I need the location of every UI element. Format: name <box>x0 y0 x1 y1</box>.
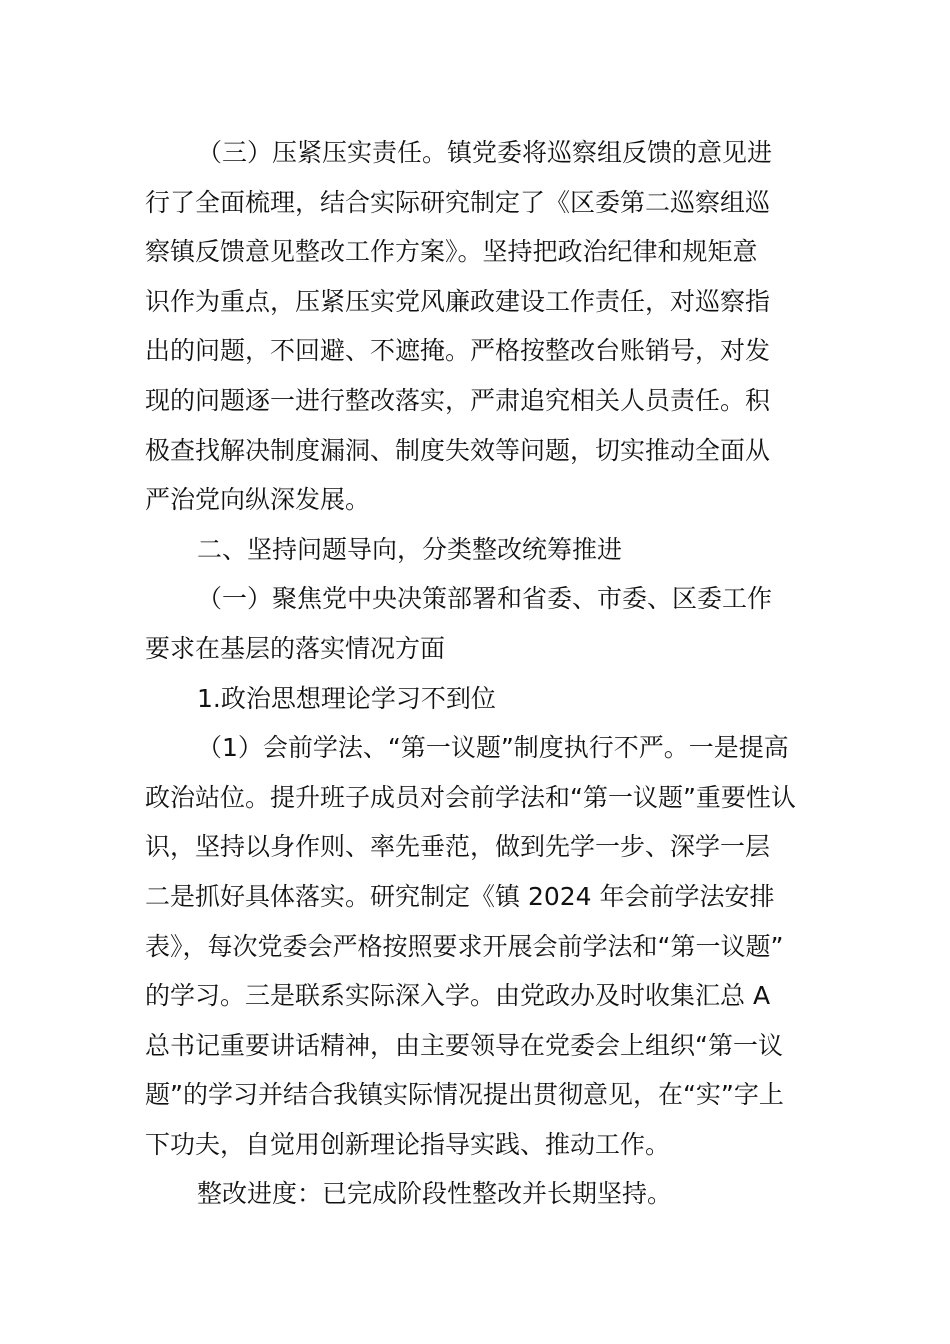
text-line: 政治站位。提升班子成员对会前学法和“第一议题”重要性认 <box>145 782 796 812</box>
text-line: 题”的学习并结合我镇实际情况提出贯彻意见，在“实”字上 <box>145 1080 784 1110</box>
text-line: 察镇反馈意见整改工作方案》。坚持把政治纪律和规矩意 <box>145 237 758 267</box>
text-line: 二是抓好具体落实。研究制定《镇 2024 年会前学法安排 <box>145 881 775 911</box>
text-line: 下功夫，自觉用创新理论指导实践、推动工作。 <box>145 1129 671 1159</box>
text-line: 行了全面梳理，结合实际研究制定了《区委第二巡察组巡 <box>145 187 771 217</box>
paragraph-study-rules <box>145 723 810 1169</box>
text-line: 整改进度：已完成阶段性整改并长期坚持。 <box>197 1179 673 1209</box>
text-line: 1.政治思想理论学习不到位 <box>197 683 496 713</box>
text-line: 二、坚持问题导向，分类整改统筹推进 <box>197 534 623 564</box>
text-line: （1）会前学法、“第一议题”制度执行不严。一是提高 <box>197 733 789 763</box>
text-line: 要求在基层的落实情况方面 <box>145 633 446 663</box>
text-line: （一）聚焦党中央决策部署和省委、市委、区委工作 <box>197 584 773 614</box>
paragraph-progress <box>145 1169 810 1219</box>
text-line: 严治党向纵深发展。 <box>145 485 371 515</box>
text-line: 的学习。三是联系实际深入学。由党政办及时收集汇总 A <box>145 981 771 1011</box>
text-line: 表》，每次党委会严格按照要求开展会前学法和“第一议题” <box>145 931 784 961</box>
item-heading <box>145 674 810 724</box>
document-body <box>145 128 810 1219</box>
text-line: 识作为重点，压紧压实党风廉政建设工作责任，对巡察指 <box>145 286 771 316</box>
section-heading <box>145 525 810 575</box>
text-line: 现的问题逐一进行整改落实，严肃追究相关人员责任。积 <box>145 385 771 415</box>
text-line: 出的问题，不回避、不遮掩。严格按整改台账销号，对发 <box>145 336 771 366</box>
text-line: （三）压紧压实责任。镇党委将巡察组反馈的意见进 <box>197 138 773 167</box>
subsection-heading <box>145 574 810 673</box>
text-line: 总书记重要讲话精神，由主要领导在党委会上组织“第一议 <box>145 1030 783 1060</box>
text-line: 识，坚持以身作则、率先垂范，做到先学一步、深学一层 <box>145 832 771 862</box>
text-line: 极查找解决制度漏洞、制度失效等问题，切实推动全面从 <box>145 435 771 465</box>
paragraph-responsibility <box>145 128 810 525</box>
